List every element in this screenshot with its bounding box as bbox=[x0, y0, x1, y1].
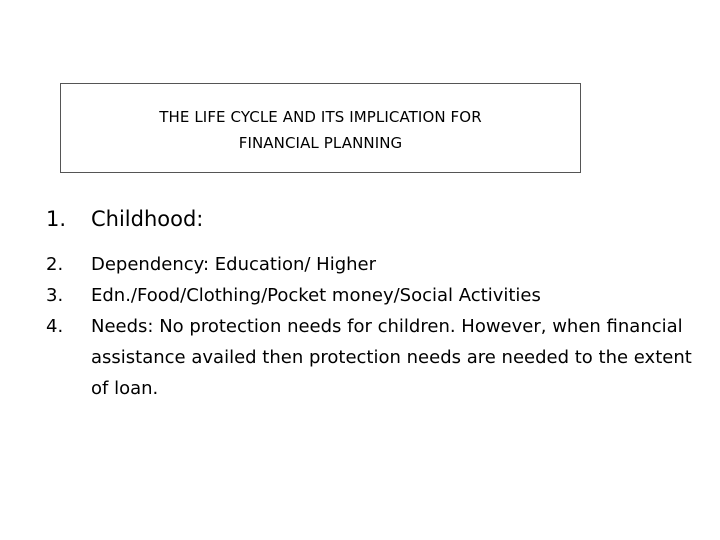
list-item-text: Dependency: Education/ Higher bbox=[91, 254, 377, 275]
title-box bbox=[60, 83, 581, 173]
list-item-needs bbox=[46, 311, 706, 404]
list-item-number: 2. bbox=[46, 254, 64, 275]
list-item-expenses bbox=[46, 280, 706, 311]
list-item-number: 3. bbox=[46, 285, 64, 306]
list-item-text: Needs: No protection needs for children. However, when financial assistance availed then protection needs are needed to the extent of loan. bbox=[91, 316, 692, 399]
title-line-1: THE LIFE CYCLE AND ITS IMPLICATION FOR bbox=[159, 108, 482, 126]
list-item-text: Edn./Food/Clothing/Pocket money/Social Activities bbox=[91, 285, 541, 306]
list-item-childhood bbox=[46, 202, 706, 236]
numbered-list bbox=[46, 202, 706, 404]
list-item-text: Childhood: bbox=[91, 207, 204, 231]
list-item-dependency bbox=[46, 249, 706, 280]
list-item-number: 1. bbox=[46, 207, 67, 231]
list-item-number: 4. bbox=[46, 316, 64, 337]
title-line-2: FINANCIAL PLANNING bbox=[238, 134, 403, 152]
